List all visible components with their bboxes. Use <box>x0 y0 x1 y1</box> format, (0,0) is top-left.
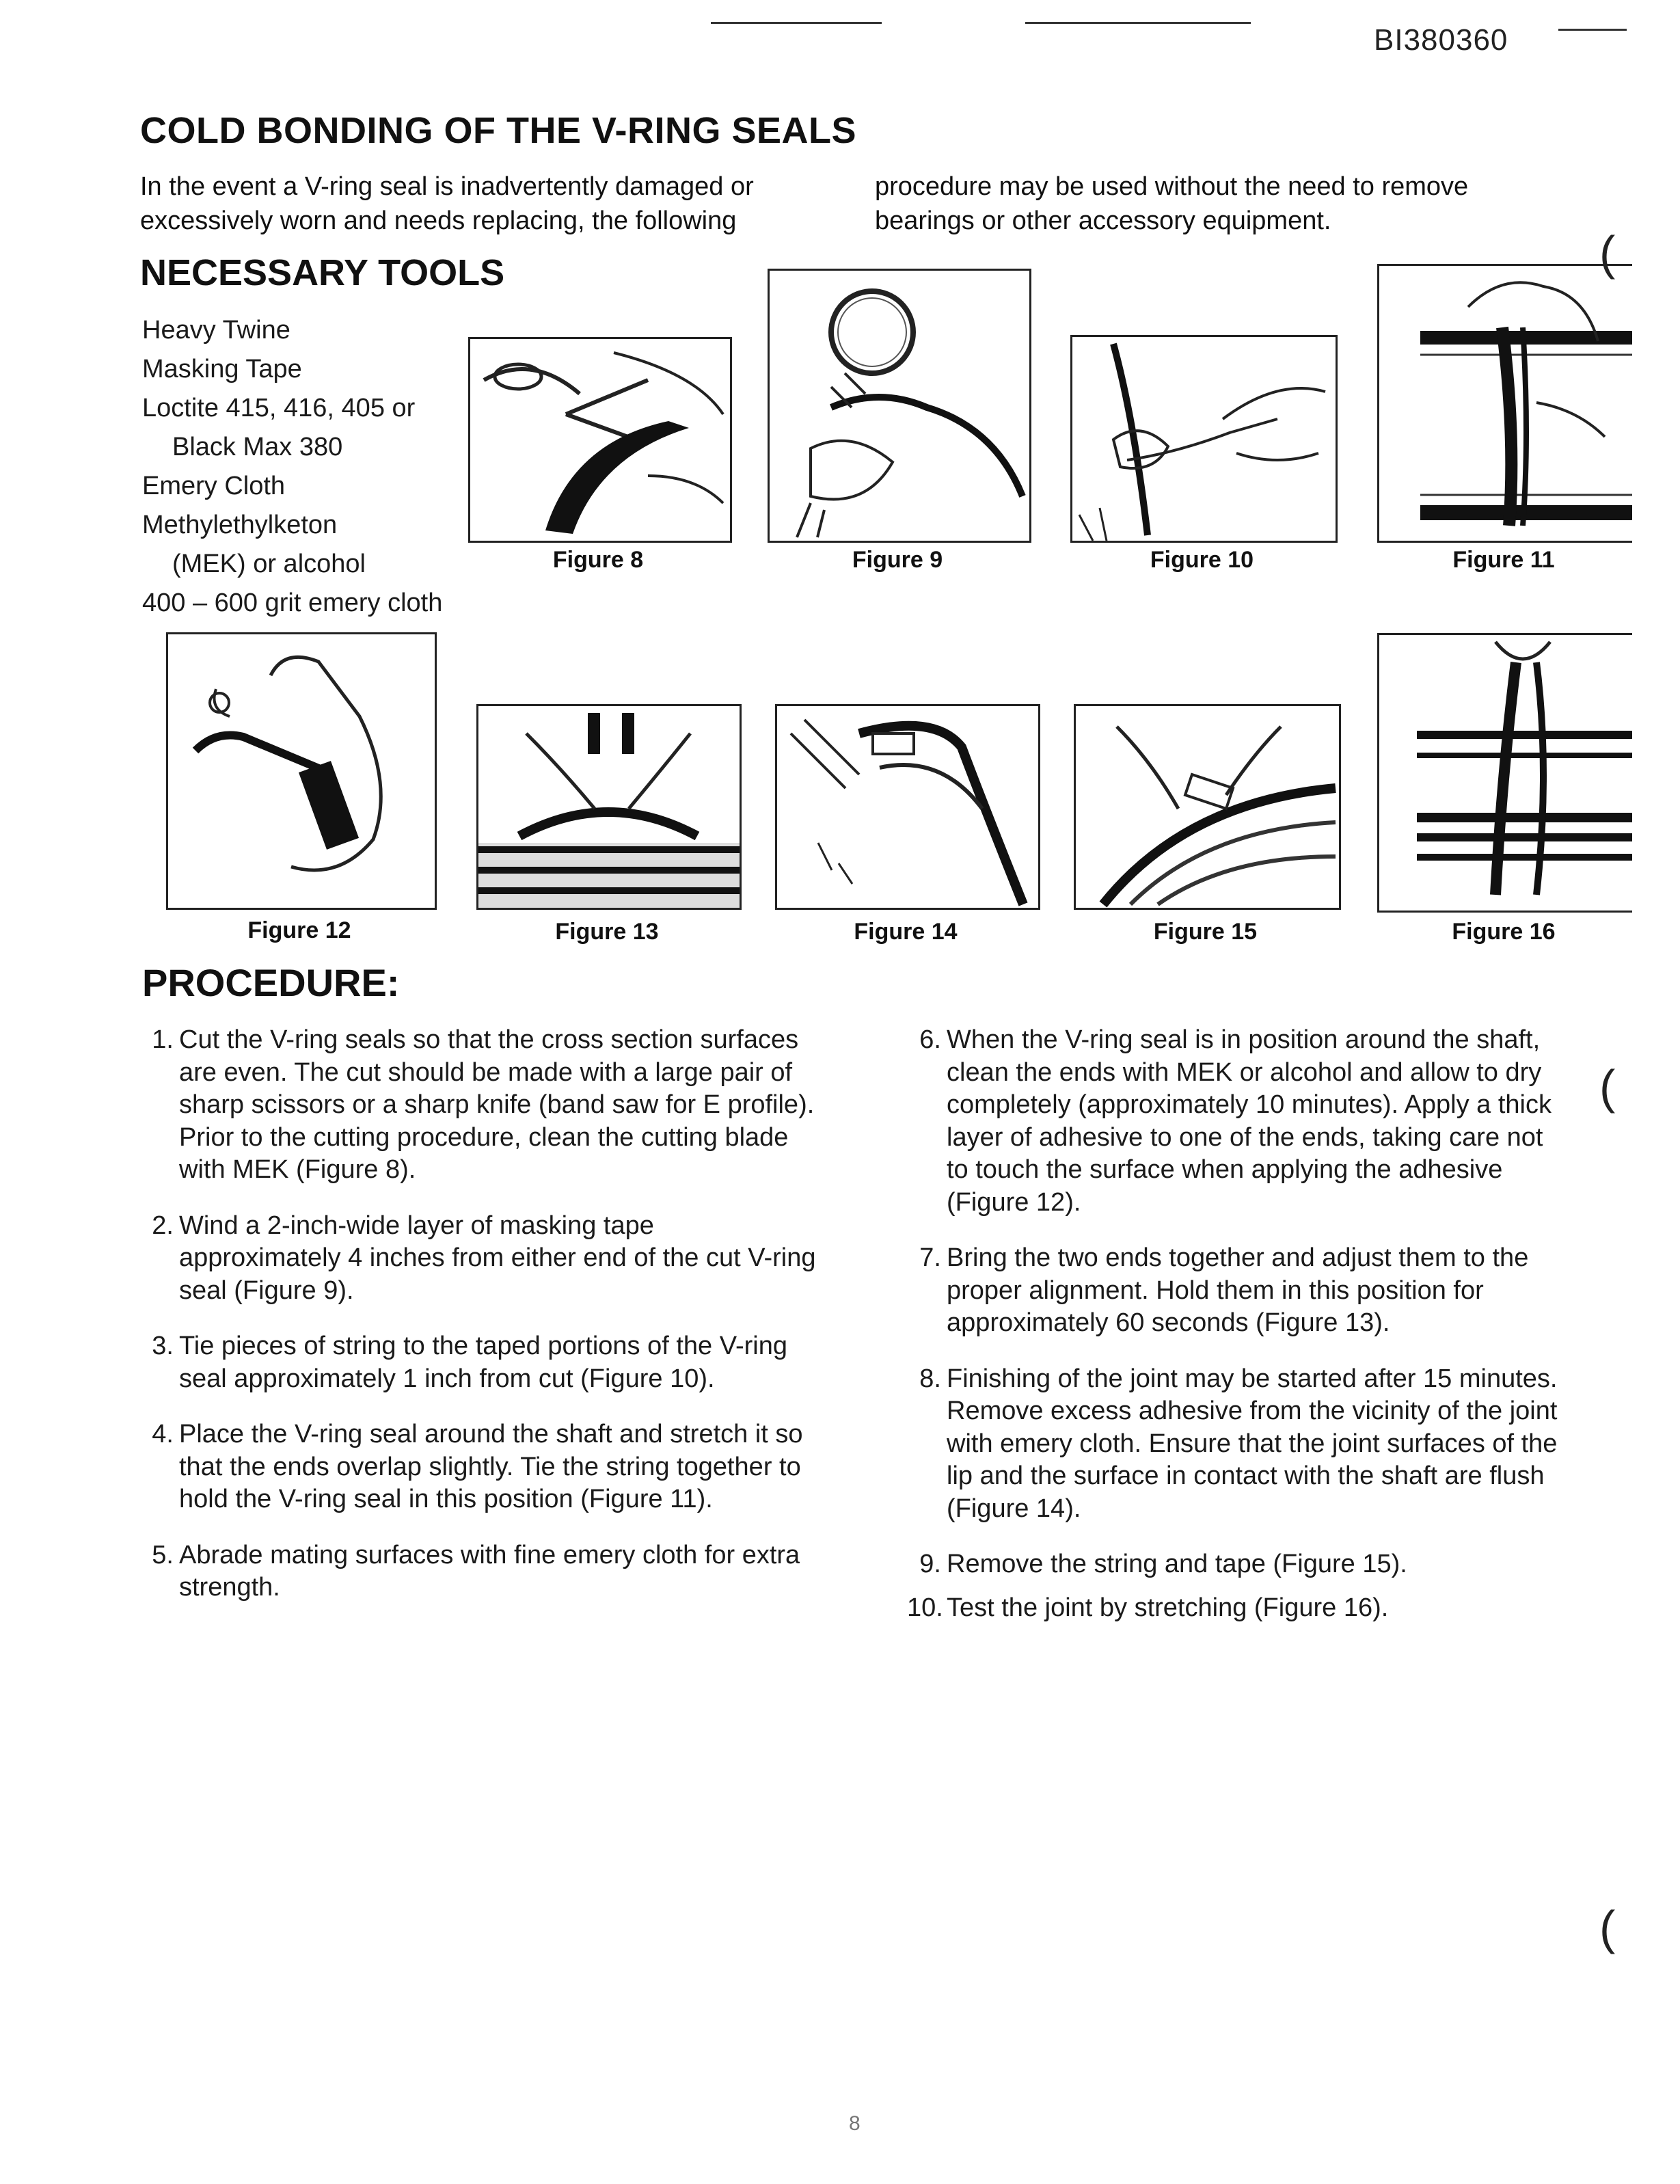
figure-8-label: Figure 8 <box>552 547 644 573</box>
figure-10-label: Figure 10 <box>1150 547 1254 573</box>
step-text: Remove the string and tape (Figure 15). <box>947 1550 1407 1578</box>
tool-item: Heavy Twine <box>142 316 290 345</box>
figure-15-illustration <box>1074 704 1341 910</box>
hands-joining-icon <box>478 706 740 908</box>
procedure-step <box>152 1330 822 1395</box>
figure-14-illustration <box>775 704 1040 910</box>
scissors-cutting-icon <box>470 339 730 541</box>
procedure-step <box>152 1539 822 1604</box>
step-text: Tie pieces of string to the taped portions of the V-ring seal approximately 1 inch from cut (Figure 10). <box>179 1332 787 1393</box>
tool-item: 400 – 600 grit emery cloth <box>142 589 443 617</box>
step-number: 10. <box>907 1593 943 1622</box>
figure-12-illustration <box>166 632 437 910</box>
figure-9-illustration <box>768 269 1031 543</box>
step-number: 2. <box>152 1211 174 1240</box>
procedure-step <box>152 1210 822 1308</box>
figure-15-label: Figure 15 <box>1153 919 1258 945</box>
page-title: COLD BONDING OF THE V-RING SEALS <box>140 110 857 151</box>
step-number: 3. <box>152 1332 174 1360</box>
step-text: Test the joint by stretching (Figure 16). <box>947 1593 1389 1622</box>
procedure-step <box>907 1592 1562 1625</box>
string-tying-icon <box>1072 337 1336 541</box>
tape-removal-icon <box>1076 706 1339 908</box>
step-number: 8. <box>919 1364 941 1393</box>
header-rule-1 <box>711 22 882 24</box>
step-number: 9. <box>919 1550 941 1578</box>
procedure-step <box>919 1024 1562 1219</box>
binding-mark-icon: ( <box>1599 1901 1616 1954</box>
step-text: When the V-ring seal is in position around the shaft, clean the ends with MEK or alcohol and allow to dry completely (approximately 10 minutes). Apply a thick layer of adhesive to one of the ends, taking care not to touch the surface when applying the adhesive (Figure 12). <box>947 1025 1552 1217</box>
emery-finishing-icon <box>777 706 1038 908</box>
shaft-seal-icon <box>1379 266 1632 541</box>
procedure-step <box>152 1024 822 1187</box>
tool-item: Black Max 380 <box>172 433 343 461</box>
procedure-heading: PROCEDURE: <box>142 961 400 1004</box>
figure-13-label: Figure 13 <box>555 919 659 945</box>
intro-left <box>140 170 824 238</box>
step-number: 4. <box>152 1420 174 1448</box>
step-text: Wind a 2-inch-wide layer of masking tape approximately 4 inches from either end of the cut V-ring seal (Figure 9). <box>179 1211 816 1305</box>
step-text: Place the V-ring seal around the shaft and stretch it so that the ends overlap slightly. Tie the string together to hold the V-ring seal in this position (Figure 11). <box>179 1420 803 1513</box>
tool-item: Loctite 415, 416, 405 or <box>142 394 416 422</box>
procedure-step <box>919 1363 1562 1526</box>
step-number: 7. <box>919 1243 941 1272</box>
figure-11-illustration <box>1377 264 1632 543</box>
tool-item: Masking Tape <box>142 355 302 383</box>
figure-9-label: Figure 9 <box>852 547 943 573</box>
intro-right-text: procedure may be used without the need to remove bearings or other accessory equipment. <box>875 172 1469 235</box>
tool-item: (MEK) or alcohol <box>172 550 366 578</box>
header-rule-3 <box>1558 29 1627 31</box>
binding-mark-icon: ( <box>1599 1060 1616 1114</box>
figure-12-label: Figure 12 <box>247 917 351 943</box>
step-text: Cut the V-ring seals so that the cross section surfaces are even. The cut should be made with a large pair of sharp scissors or a sharp knife (band saw for E profile). Prior to the cutting procedure, clean the cutting blade with MEK (Figure 8). <box>179 1025 815 1184</box>
step-text: Finishing of the joint may be started after 15 minutes. Remove excess adhesive from the vicinity of the joint with emery cloth. Ensure that the joint surfaces of the lip and the surface in contact with the shaft are flush (Figure 14). <box>947 1364 1558 1523</box>
step-text: Bring the two ends together and adjust them to the proper alignment. Hold them in this position for approximately 60 seconds (Figure 13). <box>947 1243 1529 1337</box>
procedure-step <box>919 1548 1562 1581</box>
procedure-step <box>152 1418 822 1516</box>
adhesive-applying-icon <box>168 634 435 908</box>
figure-14-label: Figure 14 <box>854 919 958 945</box>
page-number: 8 <box>849 2112 861 2135</box>
tools-heading: NECESSARY TOOLS <box>140 252 505 293</box>
header-rule-2 <box>1025 22 1251 24</box>
figure-8-illustration <box>468 337 732 543</box>
tool-item: Emery Cloth <box>142 472 286 500</box>
intro-right <box>875 170 1565 238</box>
document-id: BI380360 <box>1374 23 1508 57</box>
figure-16-illustration <box>1377 633 1632 913</box>
figure-11-label: Figure 11 <box>1452 547 1555 573</box>
stretch-test-icon <box>1379 635 1632 911</box>
step-number: 5. <box>152 1540 174 1569</box>
step-number: 1. <box>152 1025 174 1054</box>
binding-mark-icon: ( <box>1599 226 1616 280</box>
step-text: Abrade mating surfaces with fine emery cloth for extra strength. <box>179 1540 800 1602</box>
procedure-step <box>919 1242 1562 1340</box>
figure-16-label: Figure 16 <box>1452 919 1556 945</box>
tools-list <box>142 311 442 623</box>
intro-left-text: In the event a V-ring seal is inadvertently damaged or excessively worn and needs replacing, the following <box>140 172 754 235</box>
procedure-steps-right <box>907 1024 1562 1647</box>
figure-10-illustration <box>1070 335 1338 543</box>
figure-13-illustration <box>476 704 742 910</box>
tool-item: Methylethylketon <box>142 511 338 539</box>
tape-roll-icon <box>770 271 1029 541</box>
step-number: 6. <box>919 1025 941 1054</box>
procedure-steps-left <box>152 1024 822 1628</box>
